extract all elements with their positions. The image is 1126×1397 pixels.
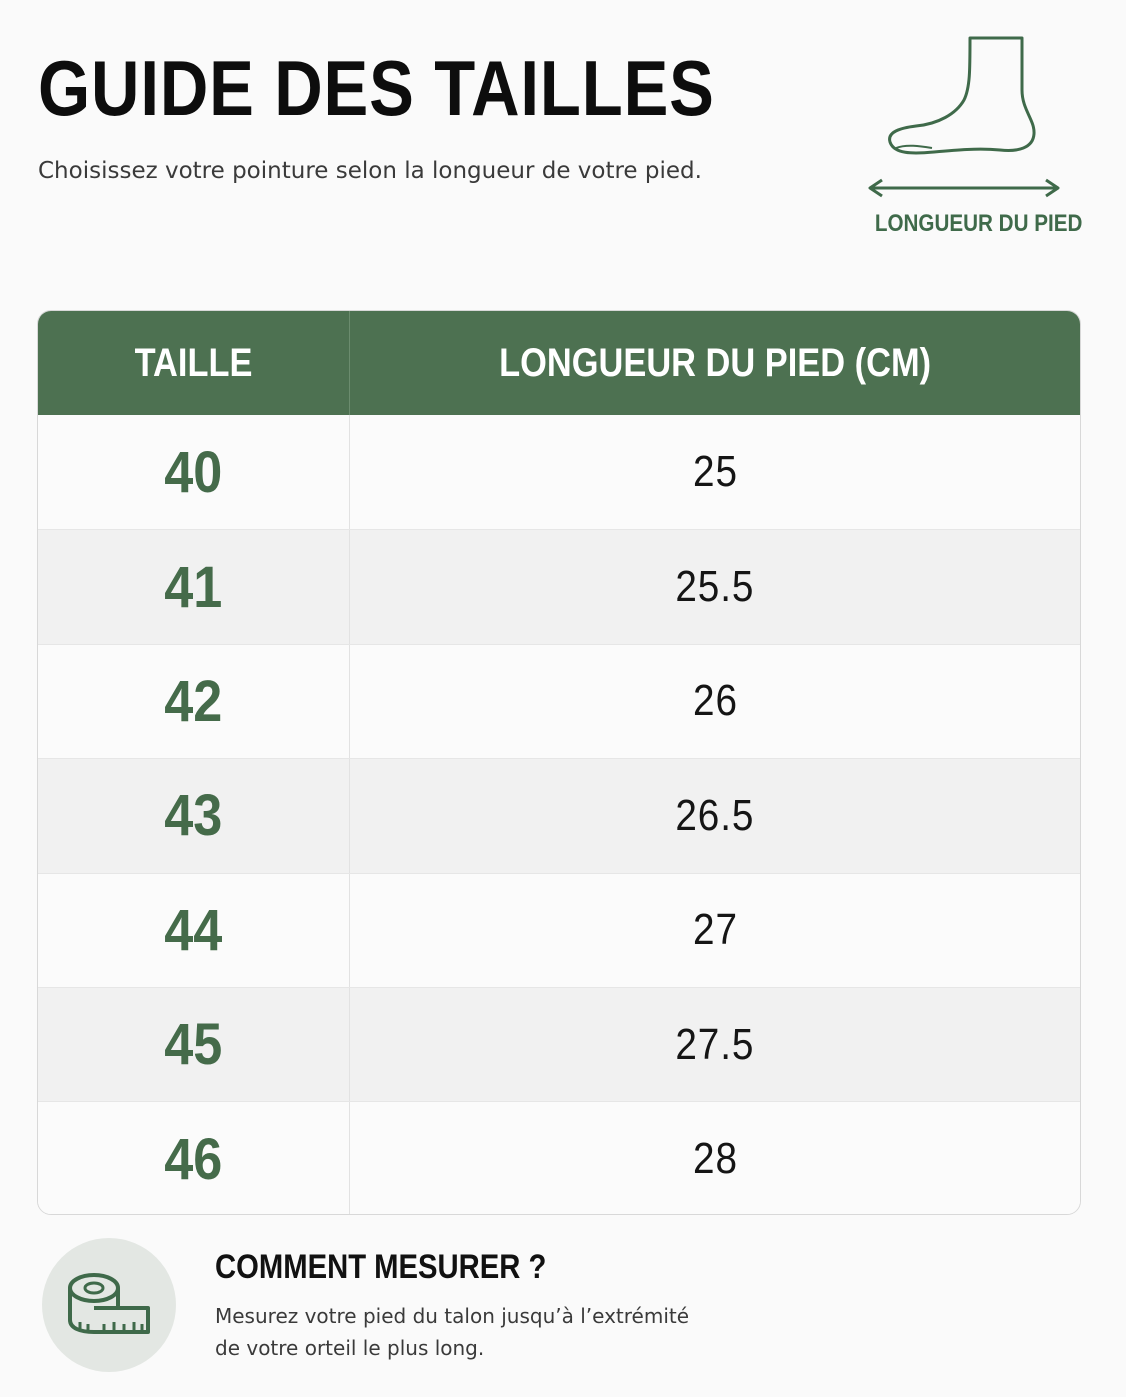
column-header-foot-length: LONGUEUR DU PIED (CM) <box>499 340 931 385</box>
size-cell: 45 <box>38 988 350 1101</box>
size-cell: 41 <box>38 530 350 643</box>
table-row <box>38 758 1080 872</box>
table-row <box>38 415 1080 529</box>
size-cell: 44 <box>38 874 350 987</box>
table-row <box>38 529 1080 643</box>
foot-length-label: LONGUEUR DU PIED <box>874 210 1083 237</box>
column-header-size: TAILLE <box>38 311 350 415</box>
length-cell: 27.5 <box>675 1019 755 1069</box>
length-cell: 25 <box>692 447 738 497</box>
table-body <box>38 415 1080 1215</box>
table-row <box>38 644 1080 758</box>
page-title: GUIDE DES TAILLES <box>38 44 715 132</box>
size-cell: 46 <box>38 1102 350 1215</box>
page-subtitle: Choisissez votre pointure selon la longueur de votre pied. <box>38 158 702 184</box>
foot-icon <box>860 30 1075 200</box>
length-cell: 26 <box>692 676 738 726</box>
table-row <box>38 1101 1080 1215</box>
length-cell: 27 <box>692 905 738 955</box>
length-cell: 28 <box>692 1134 738 1184</box>
length-cell: 25.5 <box>675 562 755 612</box>
measuring-tape-icon <box>64 1268 154 1342</box>
size-table <box>37 310 1081 1215</box>
measuring-tape-badge <box>42 1238 176 1372</box>
how-to-measure-text: Mesurez votre pied du talon jusqu’à l’extrémité de votre orteil le plus long. <box>215 1304 690 1360</box>
table-row <box>38 873 1080 987</box>
how-to-measure-title: COMMENT MESURER ? <box>215 1248 547 1286</box>
table-header <box>38 311 1080 415</box>
size-cell: 40 <box>38 415 350 529</box>
size-cell: 42 <box>38 645 350 758</box>
foot-length-illustration <box>860 30 1083 245</box>
size-cell: 43 <box>38 759 350 872</box>
table-row <box>38 987 1080 1101</box>
length-cell: 26.5 <box>675 790 755 840</box>
